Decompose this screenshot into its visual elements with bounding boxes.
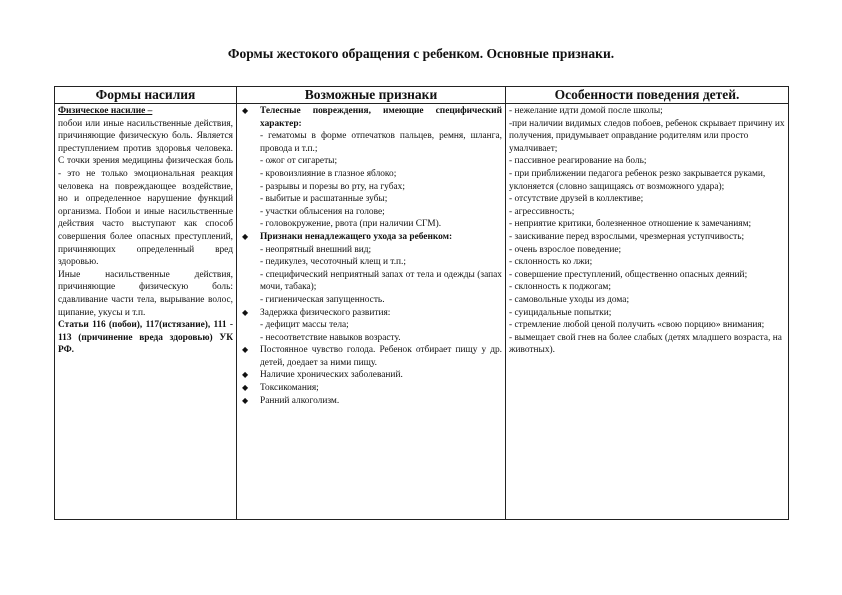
behavior-item: - очень взрослое поведение; [509,244,622,255]
sign-item [240,344,502,369]
sign-item [240,395,502,408]
page-title: Формы жестокого обращения с ребенком. Основные признаки. [227,46,615,61]
sign-detail: - педикулез, чесоточный клещ и т.п.; [260,257,407,268]
header-behavior: Особенности поведения детей. [506,87,789,104]
sign-detail: - ожог от сигареты; [260,156,338,167]
violence-actions: Иные насильственные действия, причиняющие физическую боль: сдавливание части тела, вырывание волос, щипание, укусы и т.п. [58,269,233,318]
law-articles: Статьи 116 (побои), 117(истязание), 111 - 113 (причинение вреда здоровью) УК РФ. [58,320,233,356]
diamond-bullet-icon: ◆ [242,307,249,317]
behavior-item: - агрессивность; [509,206,575,217]
diamond-bullet-icon: ◆ [242,395,249,405]
behavior-item: - заискивание перед взрослыми, чрезмерная уступчивость; [509,231,745,242]
signs-cell [237,104,506,520]
sign-title: Наличие хронических заболеваний. [260,370,403,381]
behavior-item: - самовольные уходы из дома; [509,294,630,305]
sign-detail: - разрывы и порезы во рту, на губах; [260,181,405,192]
behavior-item: - суицидальные попытки; [509,307,612,318]
violence-heading: Физическое насилие – [58,106,153,116]
sign-detail: - кровоизлияние в глазное яблоко; [260,168,397,179]
sign-detail: - гематомы в форме отпечатков пальцев, ремня, шланга, провода и т.п.; [260,131,502,154]
table-body-row [55,104,789,520]
violence-description: побои или иные насильственные действия, причиняющие физическую боль. Является преступлением против здоровья человека. С точки зрения медицины физическая боль - это не только эмоциональная реакция человека на повреждающее воздействие, но и определенное нарушение функций организма. Побои и иные насильственные действия часто выступают как способ совершения более опасных преступлений, причиняющих определенный вред здоровью. [58,118,233,268]
sign-detail: - дефицит массы тела; [260,320,349,331]
sign-detail: - головокружение, рвота (при наличии СГМ). [260,219,442,230]
sign-item [240,382,502,395]
behavior-item: - неприятие критики, болезненное отношение к замечаниям; [509,219,752,230]
diamond-bullet-icon: ◆ [242,370,249,380]
diamond-bullet-icon: ◆ [242,106,249,115]
sign-detail: - специфический неприятный запах от тела и одежды (запах мочи, табака); [260,269,502,293]
header-signs: Возможные признаки [237,87,506,104]
sign-title: Токсикомания; [260,383,319,394]
diamond-bullet-icon: ◆ [242,345,249,355]
header-forms: Формы насилия [55,87,237,104]
behavior-item: - склонность к поджогам; [509,282,611,293]
sign-title: Признаки ненадлежащего ухода за ребенком: [260,231,453,242]
sign-item [240,105,502,231]
forms-cell [55,104,237,520]
sign-detail: - неопрятный внешний вид; [260,244,372,255]
signs-table [54,86,789,520]
sign-detail: - участки облысения на голове; [260,206,385,217]
behavior-item: - вымещает свой гнев на более слабых (детях младшего возраста, на животных). [509,332,782,356]
behavior-item: - совершение преступлений, общественно опасных деяний; [509,269,748,280]
behavior-cell [506,104,789,520]
sign-detail: - гигиеническая запущенность. [260,294,385,305]
signs-list [240,105,502,407]
behavior-item: - при приближении педагога ребенок резко закрывается руками, уклоняется (словно защищаясь от возможного удара); [509,168,766,192]
table-header-row [55,87,789,104]
sign-title: Ранний алкоголизм. [260,395,340,406]
sign-detail: - выбитые и расшатанные зубы; [260,194,388,205]
behavior-item: - стремление любой ценой получить «свою порцию» внимания; [509,320,765,331]
behavior-item: - склонность ко лжи; [509,257,593,268]
diamond-bullet-icon: ◆ [242,383,249,393]
behavior-item: -при наличии видимых следов побоев, ребенок скрывает причину их получения, придумывает оправдание родителям или просто умалчивает; [509,118,785,154]
sign-detail: - несоответствие навыков возрасту. [260,332,401,343]
sign-item [240,307,502,345]
sign-title: Телесные повреждения, имеющие специфический характер: [260,106,502,129]
sign-title: Задержка физического развития: [260,307,391,318]
behavior-item: - отсутствие друзей в коллективе; [509,194,644,205]
behavior-item: - нежелание идти домой после школы; [509,106,663,116]
sign-item [240,369,502,382]
behavior-item: - пассивное реагирование на боль; [509,156,647,167]
sign-item [240,231,502,307]
sign-title: Постоянное чувство голода. Ребенок отбирает пищу у др. детей, доедает за ними пищу. [260,345,502,368]
diamond-bullet-icon: ◆ [242,231,249,241]
behavior-list [509,105,785,357]
